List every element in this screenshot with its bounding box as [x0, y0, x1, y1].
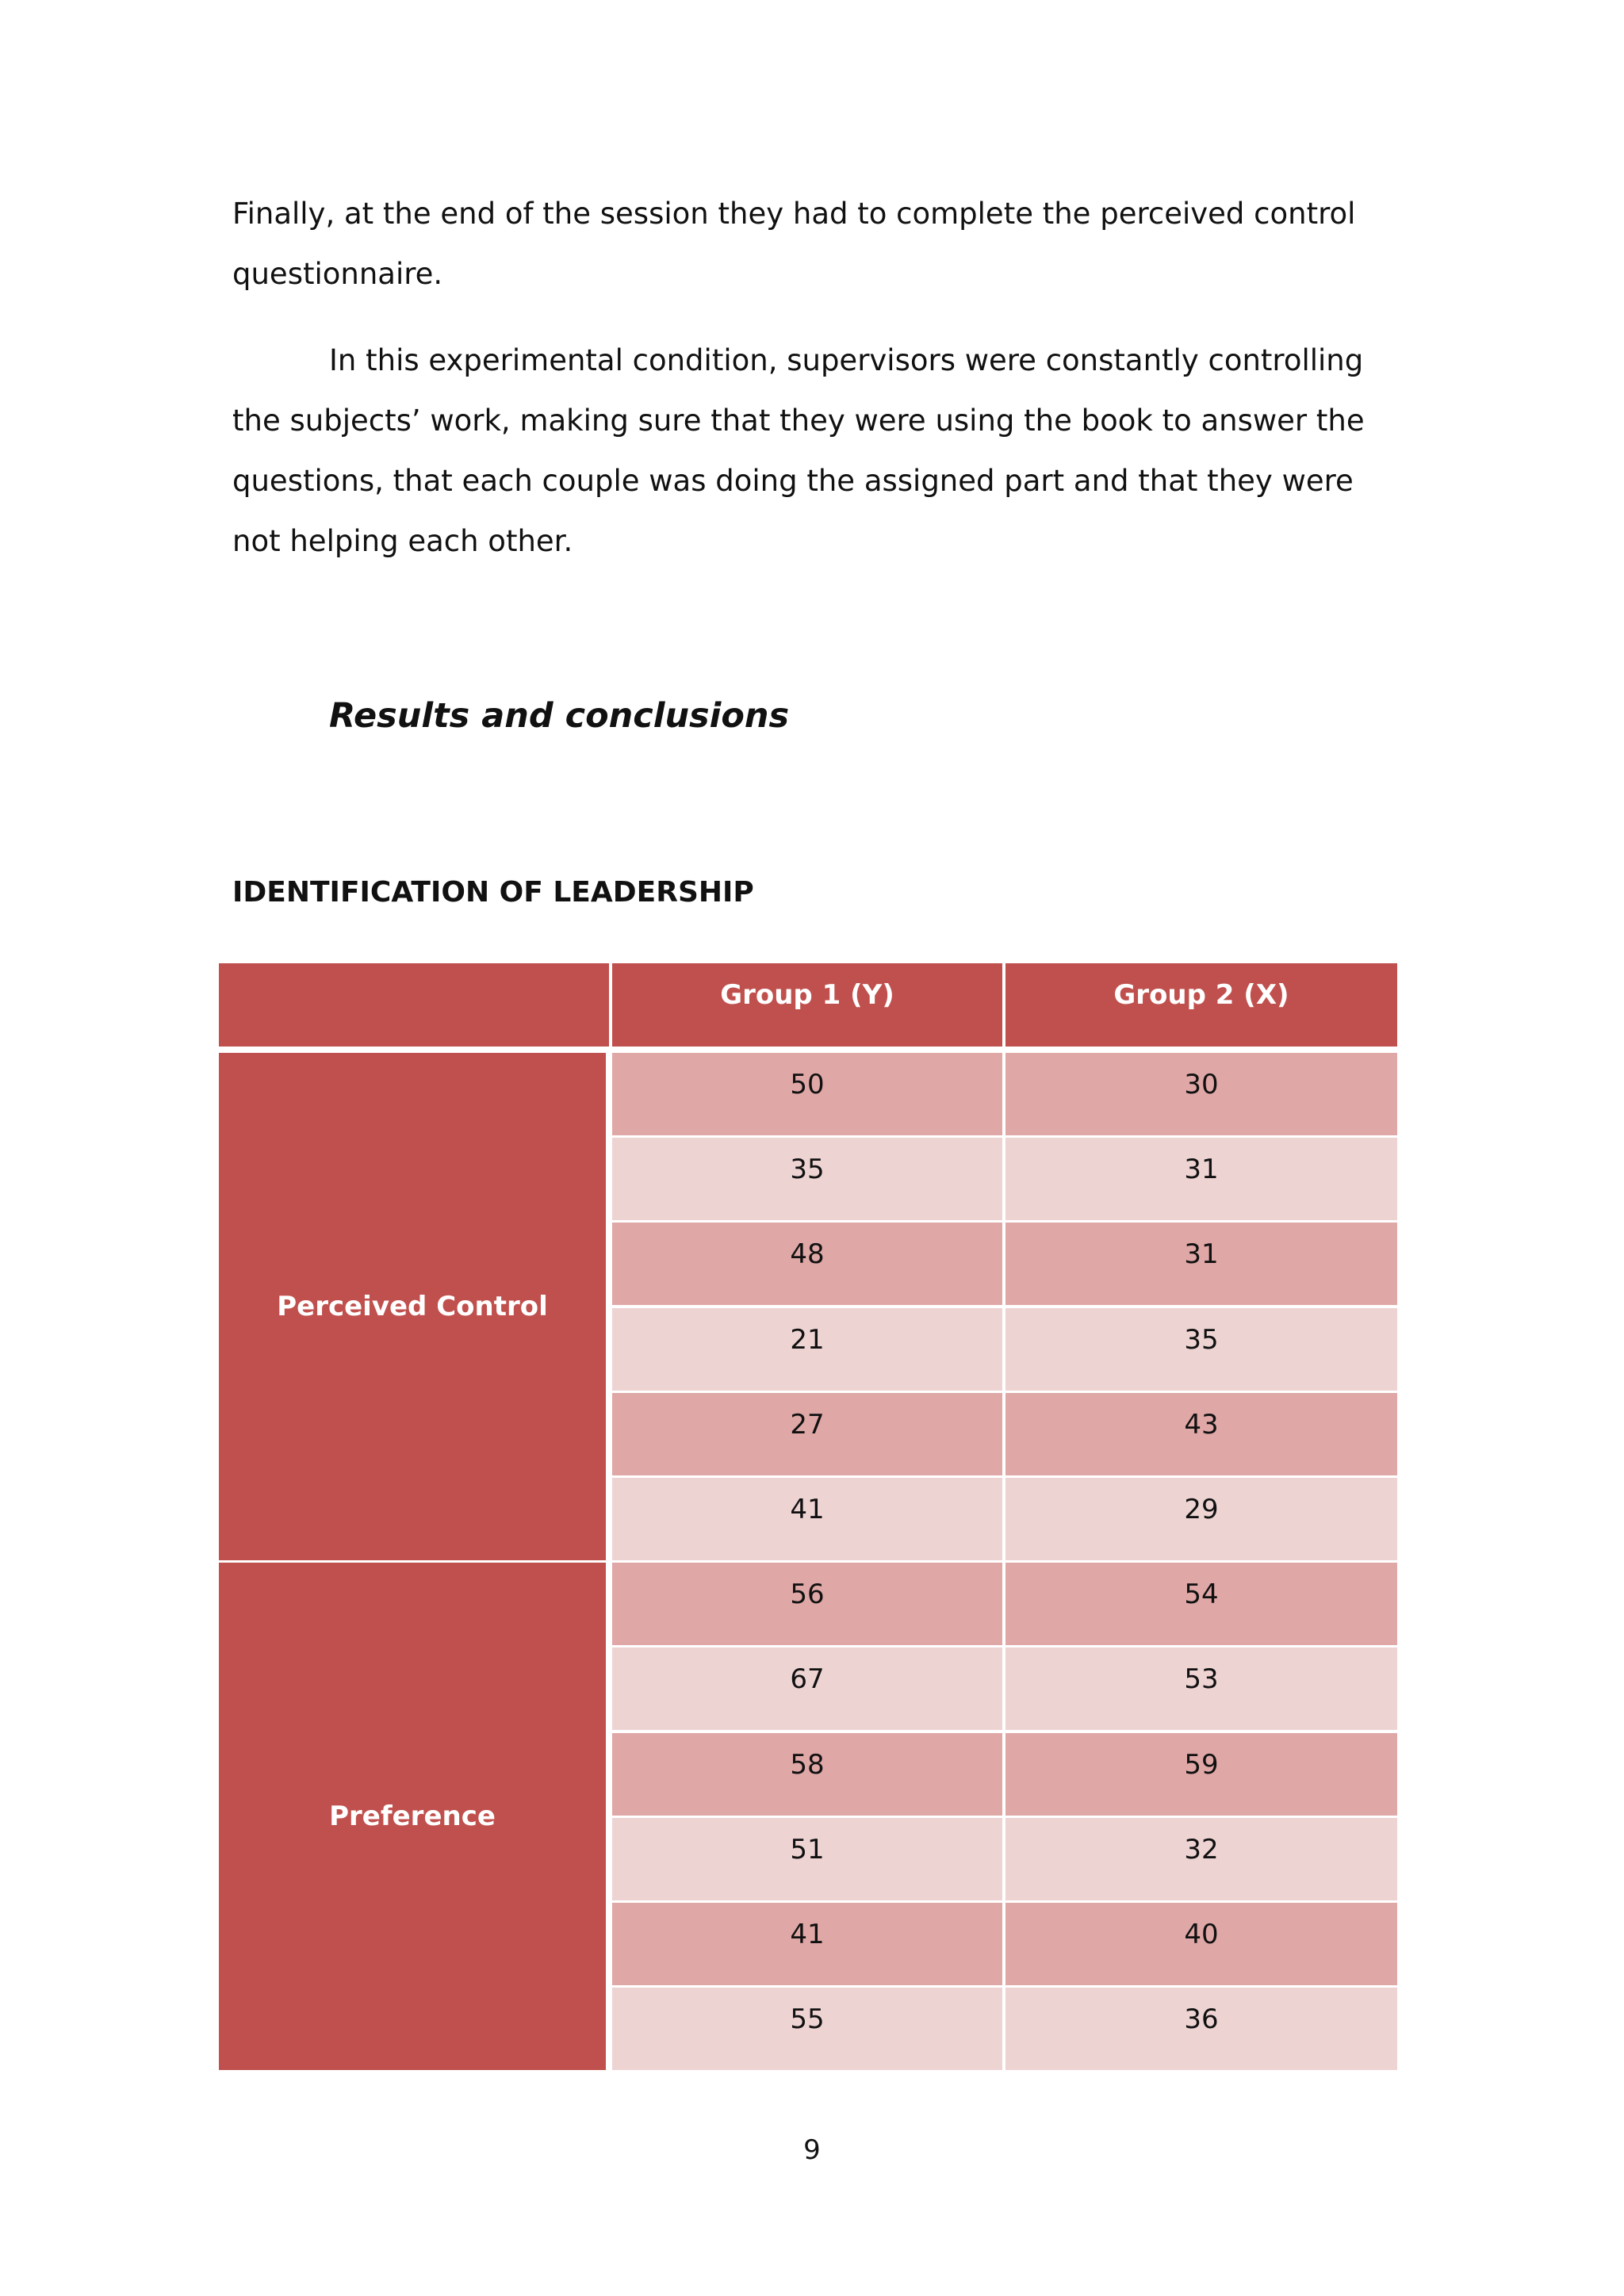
- group-label: Preference: [219, 1563, 606, 2070]
- table-cell: 36: [1005, 1988, 1397, 2070]
- table-cell: 59: [1005, 1733, 1397, 1816]
- table-cell: 29: [1005, 1478, 1397, 1560]
- table-cell: 51: [612, 1818, 1002, 1900]
- table-cell: 35: [1005, 1308, 1397, 1391]
- section-heading: Results and conclusions: [329, 696, 790, 736]
- table-cell: 58: [612, 1733, 1002, 1816]
- table-title: IDENTIFICATION OF LEADERSHIP: [232, 876, 754, 909]
- table-cell: 41: [612, 1478, 1002, 1560]
- table-cell: 40: [1005, 1903, 1397, 1985]
- table-cell: 21: [612, 1308, 1002, 1391]
- body-paragraph: In this experimental condition, supervisors were constantly controlling the subjects’ work, making sure that they were using the book to answer the questions, that each couple was doing the assigned part and that they were not helping each other.: [232, 343, 1365, 558]
- page-number: 9: [803, 2134, 821, 2166]
- group-label: Perceived Control: [219, 1053, 606, 1560]
- table-cell: 41: [612, 1903, 1002, 1985]
- table-cell: 50: [612, 1053, 1002, 1135]
- table-cell: 32: [1005, 1818, 1397, 1900]
- table-cell: 30: [1005, 1053, 1397, 1135]
- table-cell: 55: [612, 1988, 1002, 2070]
- body-paragraph: Finally, at the end of the session they had to complete the perceived control questionnaire.: [232, 197, 1356, 291]
- table-cell: 67: [612, 1647, 1002, 1730]
- table-cell: 31: [1005, 1138, 1397, 1220]
- table-cell: 54: [1005, 1563, 1397, 1645]
- table-header-cell: Group 1 (Y): [612, 963, 1002, 1047]
- table-cell: 35: [612, 1138, 1002, 1220]
- table-cell: 48: [612, 1223, 1002, 1305]
- table-cell: 27: [612, 1393, 1002, 1475]
- table-cell: 53: [1005, 1647, 1397, 1730]
- table-header-cell: Group 2 (X): [1005, 963, 1397, 1047]
- table-cell: 31: [1005, 1223, 1397, 1305]
- table-cell: 43: [1005, 1393, 1397, 1475]
- table-cell: 56: [612, 1563, 1002, 1645]
- table-header-corner: [219, 963, 609, 1047]
